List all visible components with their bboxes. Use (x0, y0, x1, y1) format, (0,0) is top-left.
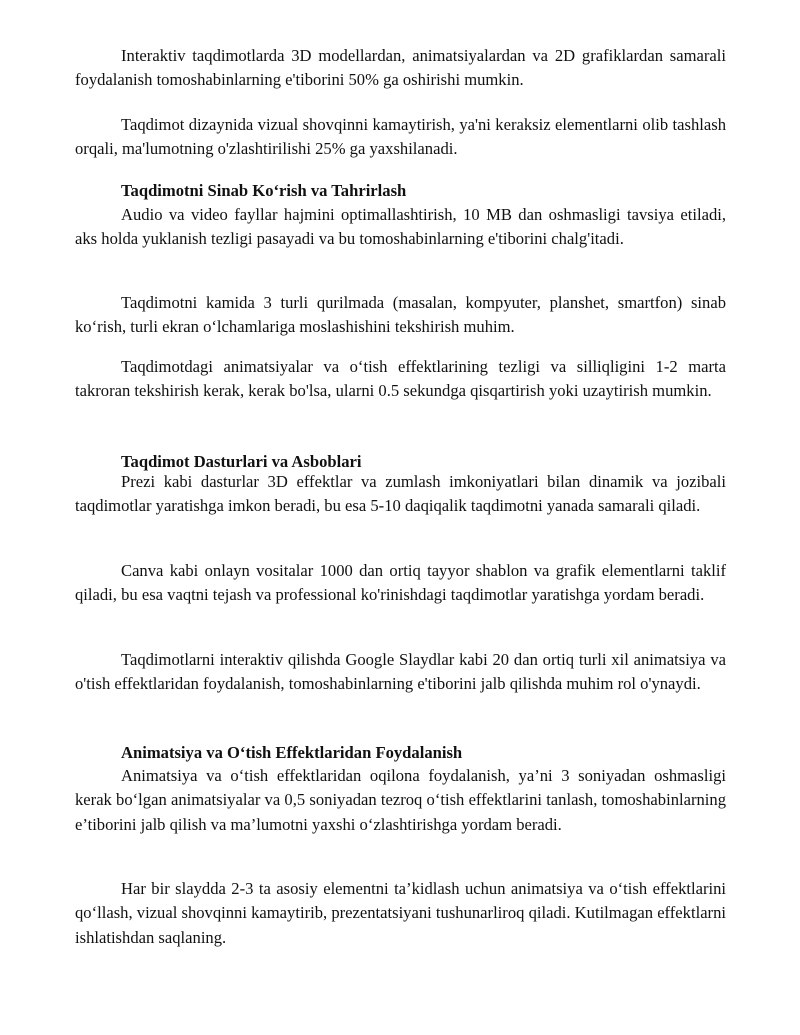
paragraph: Canva kabi onlayn vositalar 1000 dan ortiq tayyor shablon va grafik elementlarni taklif qiladi, bu esa vaqtni tejash va professional ko'rinishdagi taqdimotlar yaratishga yordam beradi. (75, 561, 726, 605)
section-heading: Animatsiya va O‘tish Effektlaridan Foydalanish (121, 743, 463, 762)
paragraph: Interaktiv taqdimotlarda 3D modellardan, animatsiyalardan va 2D grafiklardan samarali foydalanish tomoshabinlarning e'tiborini 50% ga oshirishi mumkin. (75, 46, 726, 90)
paragraph: Taqdimot dizaynida vizual shovqinni kamaytirish, ya'ni keraksiz elementlarni olib tashlash orqali, ma'lumotning o'zlashtirilishi 25% ga yaxshilanadi. (75, 115, 726, 159)
paragraph: Taqdimotlarni interaktiv qilishda Google Slaydlar kabi 20 dan ortiq turli xil animatsiya va o'tish effektlaridan foydalanish, tomoshabinlarning e'tiborini jalb qilishda muhim rol o'ynaydi. (75, 650, 726, 694)
section-heading: Taqdimotni Sinab Ko‘rish va Tahrirlash (121, 181, 407, 200)
paragraph: Taqdimotni kamida 3 turli qurilmada (masalan, kompyuter, planshet, smartfon) sinab ko‘rish, turli ekran o‘lchamlariga moslashishini tekshirish muhim. (75, 293, 726, 337)
section-heading: Taqdimot Dasturlari va Asboblari (121, 452, 362, 471)
paragraph: Animatsiya va o‘tish effektlaridan oqilona foydalanish, ya’ni 3 soniyadan oshmasligi kerak bo‘lgan animatsiyalar va 0,5 soniyadan tezroq o‘tish effektlarini tanlash, tomoshabinlarning e’tiborini jalb qilish va ma’lumotni yaxshi o‘zlashtirishga yordam beradi. (75, 766, 726, 834)
paragraph: Audio va video fayllar hajmini optimallashtirish, 10 MB dan oshmasligi tavsiya etiladi, aks holda yuklanish tezligi pasayadi va bu tomoshabinlarning e'tiborini chalg'itadi. (75, 205, 726, 249)
paragraph: Prezi kabi dasturlar 3D effektlar va zumlash imkoniyatlari bilan dinamik va jozibali taqdimotlar yaratishga imkon beradi, bu esa 5-10 daqiqalik taqdimotni yanada samarali qiladi. (75, 472, 726, 516)
paragraph: Har bir slaydda 2-3 ta asosiy elementni ta’kidlash uchun animatsiya va o‘tish effektlarini qo‘llash, vizual shovqinni kamaytirib, prezentatsiyani tushunarliroq qiladi. Kutilmagan effektlarni ishlatishdan saqlaning. (75, 879, 726, 947)
paragraph: Taqdimotdagi animatsiyalar va o‘tish effektlarining tezligi va silliqligini 1-2 marta takroran tekshirish kerak, kerak bo'lsa, ularni 0.5 sekundga qisqartirish yoki uzaytirish mumkin. (75, 357, 726, 401)
